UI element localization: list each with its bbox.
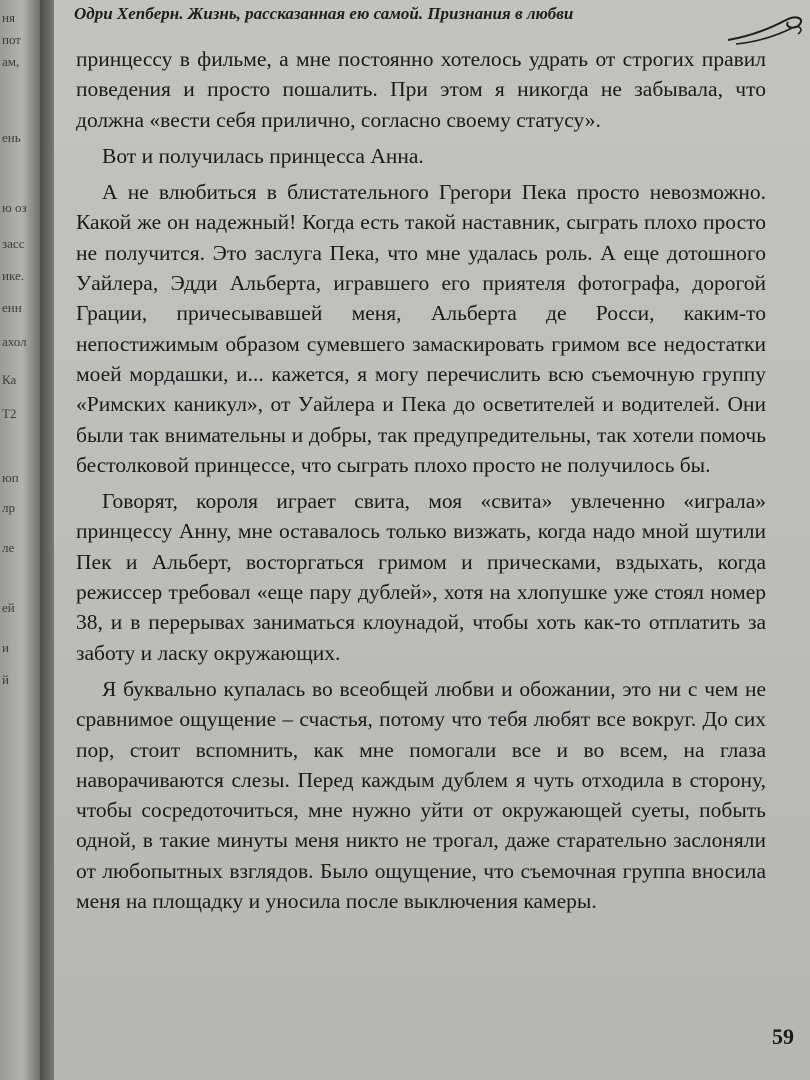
- prev-page-fragment: и: [2, 640, 9, 655]
- prev-page-fragment: ике.: [2, 268, 24, 283]
- paragraph: Я буквально купалась во всеобщей любви и обожании, это ни с чем не сравнимое ощущение – счастья, потому что тебя любят все вокруг. До сих пор, стоит вспомнить, как мне помогали все и во всем, на глаза наворачиваются слезы. Перед каждым дублем я чуть отходила в сторону, чтобы сосредоточиться, мне нужно уйти от окружающей суеты, побыть одной, в такие минуты меня никто не трогал, даже старательно заслоняли от любопытных взглядов. Было ощущение, что съемочная группа вносила меня на площадку и уносила после выключения камеры.: [76, 676, 766, 914]
- prev-page-fragment: Т2: [2, 406, 17, 421]
- prev-page-fragment: Ка: [2, 372, 17, 387]
- page-number: 59: [772, 1024, 794, 1049]
- prev-page-fragment: ахол: [2, 334, 27, 349]
- prev-page-fragment: ня: [2, 10, 15, 25]
- prev-page-fragment: ле: [2, 540, 15, 555]
- paragraph: А не влюбиться в блистательного Грегори Пека просто невозможно. Какой же он надежный! Когда есть такой наставник, сыграть плохо просто не получится. Это заслуга Пека, что мне удалась роль. А еще дотошного Уайлера, Эдди Альберта, игравшего его приятеля фотографа, дорогой Грации, причесывавшей меня, Альберта де Росси, каким-то непостижимым образом сумевшего замаскировать гримом все недостатки моей мордашки, и... кажется, я могу перечислить всю съемочную группу «Римских каникул», от Уайлера и Пека до осветителей и водителей. Они были так внимательны и добры, так предупредительны, так хотели помочь бестолковой принцессе, что сыграть плохо просто не получилось бы.: [76, 180, 766, 477]
- prev-page-fragment: засс: [2, 236, 25, 251]
- paragraph: принцессу в фильме, а мне постоянно хотелось удрать от строгих правил поведения и просто пошалить. При этом я никогда не забывала, что должна «вести себя прилично, согласно своему статусу».: [76, 47, 766, 132]
- paragraph: Говорят, короля играет свита, моя «свита» увлеченно «играла» принцессу Анну, мне оставалось только визжать, когда надо мной шутили Пек и Альберт, восторгаться гримом и прическами, вздыхать, когда режиссер требовал «еще пару дублей», хотя на хлопушке уже стоял номер 38, и в перерывах заниматься клоунадой, чтобы хоть как-то отплатить за заботу и ласку окружающих.: [76, 489, 766, 665]
- paragraph: Вот и получилась принцесса Анна.: [102, 143, 424, 168]
- prev-page-fragment: й: [2, 672, 9, 687]
- prev-page-fragment: ей: [2, 600, 15, 615]
- book-gutter: [40, 0, 54, 1080]
- book-page: [54, 0, 810, 1080]
- body-text: [76, 44, 766, 916]
- prev-page-fragment: ень: [2, 130, 21, 145]
- previous-page-edge: [0, 0, 40, 1080]
- prev-page-fragment: пот: [2, 32, 21, 47]
- prev-page-fragment: лр: [2, 500, 15, 515]
- prev-page-fragment: юп: [2, 470, 19, 485]
- prev-page-fragment: енн: [2, 300, 22, 315]
- prev-page-fragment: ю оз: [2, 200, 27, 215]
- running-title: Одри Хепберн. Жизнь, рассказанная ею самой. Признания в любви: [74, 4, 574, 23]
- prev-page-fragment: ам,: [2, 54, 20, 69]
